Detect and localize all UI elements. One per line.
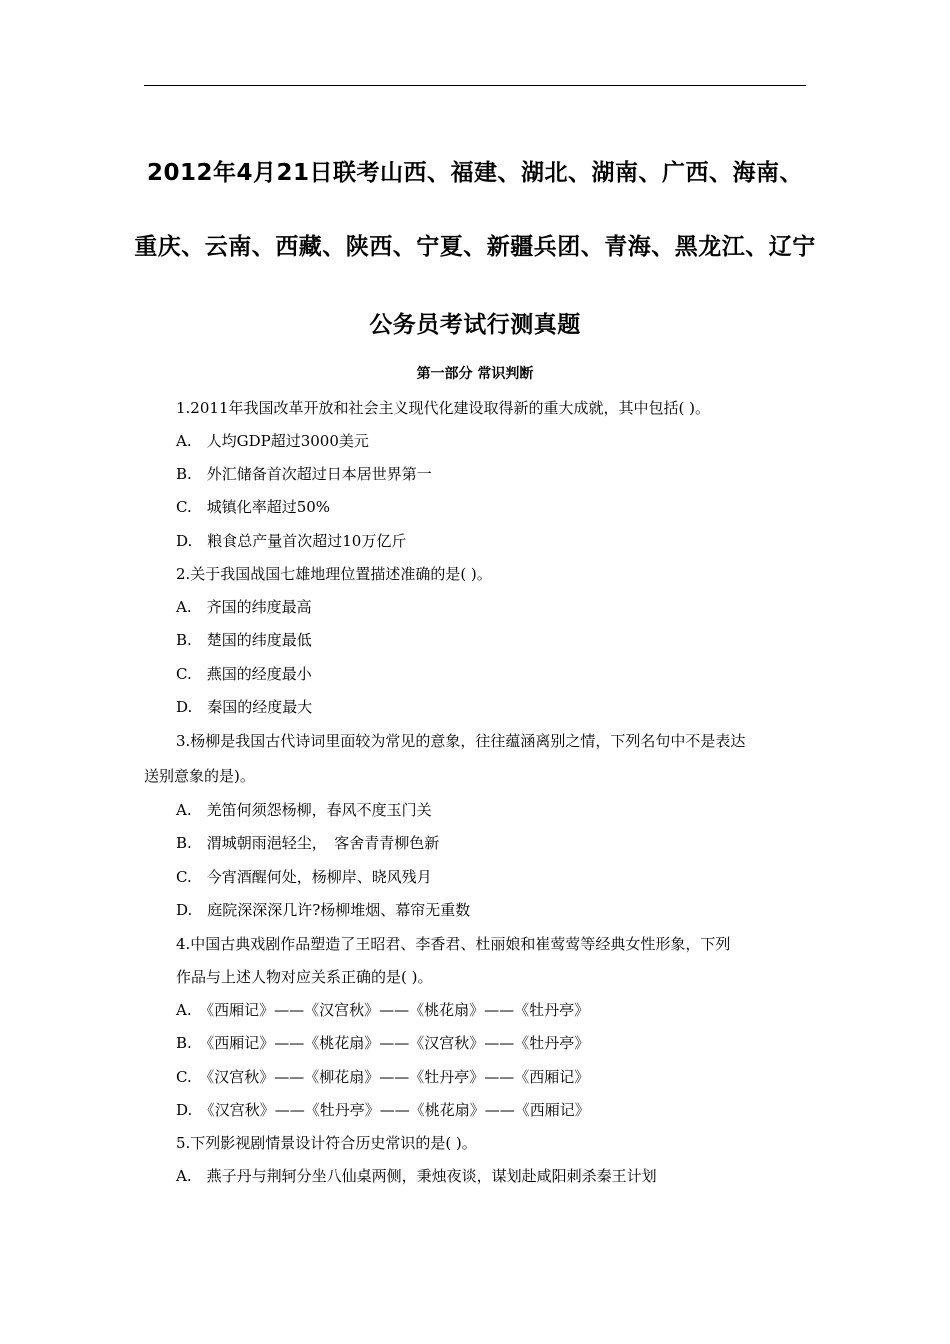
document-title-line-3: 公务员考试行测真题 [369, 312, 581, 338]
question-1-stem: 1.2011年我国改革开放和社会主义现代化建设取得新的重大成就，其中包括( )。 [176, 399, 710, 417]
question-2-stem: 2.关于我国战国七雄地理位置描述准确的是( )。 [176, 565, 492, 583]
question-3-option-d: D. 庭院深深深几许?杨柳堆烟、幕帘无重数 [176, 901, 471, 919]
question-4-option-a: A. 《西厢记》——《汉宫秋》——《桃花扇》——《牡丹亭》 [176, 1001, 590, 1019]
question-5-option-a: A. 燕子丹与荆轲分坐八仙桌两侧，秉烛夜谈，谋划赴咸阳刺杀秦王计划 [176, 1167, 657, 1185]
question-3-option-b: B. 渭城朝雨浥轻尘， 客舍青青柳色新 [176, 834, 440, 852]
question-1-option-c: C. 城镇化率超过50% [176, 498, 331, 516]
question-3-option-c: C. 今宵酒醒何处，杨柳岸、晓风残月 [176, 868, 432, 886]
header-rule [144, 85, 806, 86]
question-1-option-a: A. 人均GDP超过3000美元 [176, 432, 369, 450]
question-3-option-a: A. 羌笛何须怨杨柳，春风不度玉门关 [176, 801, 432, 819]
document-title-line-1: 2012年4月21日联考山西、福建、湖北、湖南、广西、海南、 [146, 160, 804, 186]
question-4-stem: 4.中国古典戏剧作品塑造了王昭君、李香君、杜丽娘和崔莺莺等经典女性形象，下列 [176, 935, 731, 953]
question-2-option-b: B. 楚国的纬度最低 [176, 631, 312, 649]
question-3-stem-continued: 送别意象的是)。 [144, 767, 255, 785]
question-2-option-d: D. 秦国的经度最大 [176, 698, 313, 716]
document-title-line-2: 重庆、云南、西藏、陕西、宁夏、新疆兵团、青海、黑龙江、辽宁 [134, 234, 816, 260]
question-4-option-b: B. 《西厢记》——《桃花扇》——《汉宫秋》——《牡丹亭》 [176, 1034, 590, 1052]
question-4-stem-continued: 作品与上述人物对应关系正确的是( )。 [176, 968, 433, 986]
question-2-option-c: C. 燕国的经度最小 [176, 665, 312, 683]
question-4-option-c: C. 《汉宫秋》——《柳花扇》——《牡丹亭》——《西厢记》 [176, 1068, 590, 1086]
question-3-stem: 3.杨柳是我国古代诗词里面较为常见的意象，往往蕴涵离别之情，下列名句中不是表达 [176, 732, 746, 750]
question-1-option-d: D. 粮食总产量首次超过10万亿斤 [176, 532, 407, 550]
section-heading: 第一部分 常识判断 [416, 366, 534, 382]
question-4-option-d: D. 《汉宫秋》——《牡丹亭》——《桃花扇》——《西厢记》 [176, 1101, 590, 1119]
question-2-option-a: A. 齐国的纬度最高 [176, 598, 312, 616]
question-5-stem: 5.下列影视剧情景设计符合历史常识的是( )。 [176, 1134, 477, 1152]
question-1-option-b: B. 外汇储备首次超过日本居世界第一 [176, 465, 432, 483]
